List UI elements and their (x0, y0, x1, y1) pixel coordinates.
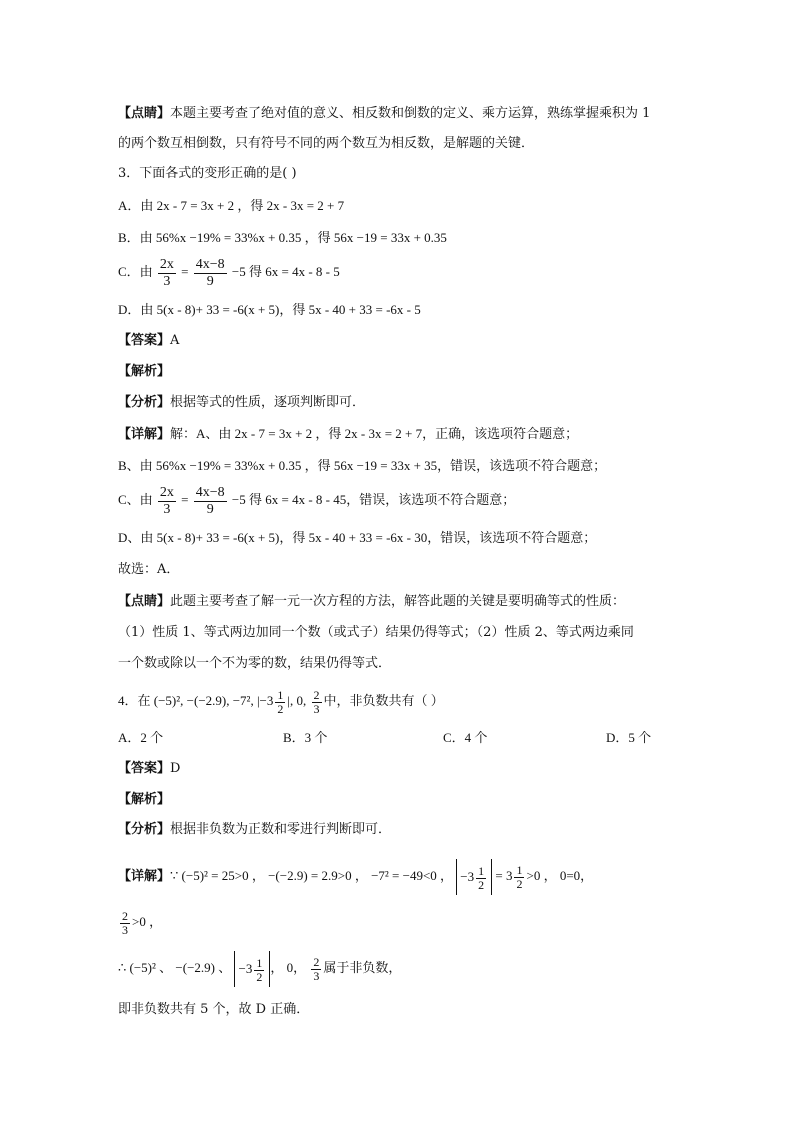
q3-dianjing-3: 一个数或除以一个不为零的数，结果仍得等式． (118, 656, 392, 671)
comment-tag: 【点睛】 (118, 106, 171, 121)
top-comment-line2: 的两个数互相倒数，只有符号不同的两个数互为相反数，是解题的关键． (118, 136, 535, 151)
fraction: $\frac{4x-8}{9}$ (195, 256, 225, 289)
q3-xiangjie-d: D、由 5(x - 8)+ 33 = -6(x + 5)，得 5x - 40 + 33 = -6x - 30，错误，该选项不符合题意； (118, 530, 597, 545)
q3-xiangjie-b: B、由 56%x −19% = 33%x + 0.35 ，得 56x −19 = 33x + 35，错误，该选项不符合题意； (118, 458, 607, 473)
q4-xiangjie-1: 【详解】∵ (−5)² = 25>0 ， −(−2.9) = 2.9>0 ， −7² = −49<0 ， −3 $\frac{1}{2}$ = 3 $\frac{1}{2}$ >0 ， 0=0， (118, 858, 593, 895)
q4-xiangjie-2: $\frac{2}{3}$ >0 ， (122, 908, 163, 937)
fraction: $\frac{1}{2}$ (478, 863, 485, 892)
top-comment-line1 (118, 104, 650, 124)
absolute-value: −3 $\frac{1}{2}$ (456, 859, 492, 895)
q4-answer: 【答案】D (118, 761, 181, 776)
fraction: $\frac{2x}{3}$ (159, 484, 174, 517)
q3-conclusion: 故选：A． (118, 562, 180, 577)
comment-text: 本题主要考查了绝对值的意义、相反数和倒数的定义、乘方运算，熟练掌握乘积为 1 (170, 106, 651, 121)
option-c-prefix: C．由 (118, 264, 153, 279)
fraction: $\frac{2}{3}$ (313, 954, 320, 983)
fraction: $\frac{2}{3}$ (313, 687, 320, 716)
q3-analysis-tag: 【解析】 (118, 364, 171, 379)
q4-xiangjie-3: ∴ (−5)² 、 −(−2.9) 、 −3 $\frac{1}{2}$ ， 0， $\frac{2}{3}$ 属于非负数， (118, 950, 401, 987)
option-c-tail: −5 得 6x = 4x - 8 - 5 (231, 264, 340, 279)
q4-fenxi: 【分析】根据非负数为正数和零进行判断即可． (118, 822, 392, 837)
q4-stem: 4．在 (−5)², −(−2.9), −7², |−3 $\frac{1}{2}$ |, 0, $\frac{2}{3}$ 中，非负数共有（ ） (118, 687, 444, 716)
q3-option-c: C．由 $\frac{2x}{3}$ = $\frac{4x-8}{9}$ −5 得 6x = 4x - 8 - 5 (118, 256, 340, 289)
fraction: $\frac{1}{2}$ (256, 955, 263, 984)
q3-option-a: A．由 2x - 7 = 3x + 2 ，得 2x - 3x = 2 + 7 (118, 198, 345, 213)
q3-dianjing-1: 【点睛】此题主要考查了解一元一次方程的方法，解答此题的关键是要明确等式的性质： (118, 594, 626, 609)
q3-option-b: B．由 56%x −19% = 33%x + 0.35 ，得 56x −19 = 33x + 0.35 (118, 230, 447, 245)
fraction: $\frac{1}{2}$ (516, 862, 523, 891)
q4-analysis-tag: 【解析】 (118, 792, 171, 807)
fraction: $\frac{2}{3}$ (122, 908, 128, 937)
q4-option-c: C．4 个 (443, 730, 488, 745)
q3-answer: 【答案】A (118, 333, 180, 348)
q3-option-d: D．由 5(x - 8)+ 33 = -6(x + 5)，得 5x - 40 + 33 = -6x - 5 (118, 302, 421, 317)
q3-stem: 3．下面各式的变形正确的是( ) (118, 166, 297, 181)
fraction: $\frac{1}{2}$ (277, 687, 284, 716)
q3-xiangjie-a: 【详解】解：A、由 2x - 7 = 3x + 2 ，得 2x - 3x = 2 + 7，正确，该选项符合题意； (118, 426, 579, 441)
q4-option-a: A．2 个 (118, 730, 164, 745)
fraction: $\frac{2x}{3}$ (159, 256, 174, 289)
q3-dianjing-2: （1）性质 1、等式两边加同一个数（或式子）结果仍得等式；（2）性质 2、等式两边乘同 (118, 625, 634, 640)
q3-fenxi: 【分析】根据等式的性质，逐项判断即可． (118, 395, 366, 410)
q4-option-b: B．3 个 (283, 730, 328, 745)
q3-xiangjie-c: C、由 $\frac{2x}{3}$ = $\frac{4x-8}{9}$ −5 得 6x = 4x - 8 - 45，错误，该选项不符合题意； (118, 484, 516, 517)
q4-conclusion: 即非负数共有 5 个，故 D 正确． (118, 1002, 310, 1017)
absolute-value: −3 $\frac{1}{2}$ (234, 951, 270, 987)
fraction: $\frac{4x-8}{9}$ (195, 484, 225, 517)
q4-option-d: D．5 个 (606, 730, 652, 745)
